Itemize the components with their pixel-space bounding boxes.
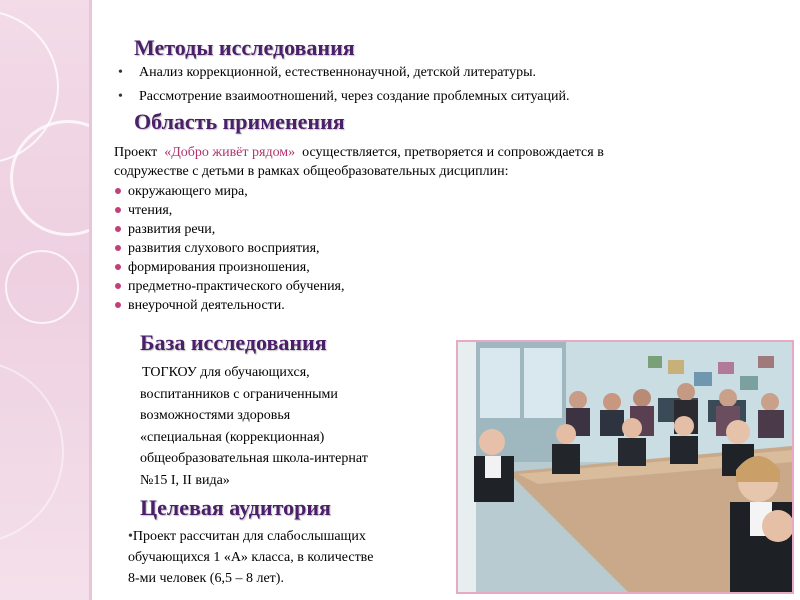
base-line: ТОГКОУ для обучающихся, bbox=[142, 365, 310, 380]
audience-line: обучающихся 1 «А» класса, в количестве bbox=[128, 550, 374, 565]
list-item bbox=[116, 63, 569, 83]
bullet-icon bbox=[115, 188, 121, 194]
scope-prefix: Проект bbox=[114, 145, 158, 160]
bullet-icon: • bbox=[118, 65, 123, 80]
list-item bbox=[114, 277, 345, 296]
base-line: общеобразовательная школа-интернат bbox=[140, 451, 368, 466]
list-item bbox=[114, 258, 345, 277]
base-line: воспитанников с ограниченными bbox=[140, 386, 338, 402]
decorative-ring bbox=[0, 360, 64, 544]
list-item bbox=[114, 201, 345, 220]
scope-heading: Область применения bbox=[134, 109, 345, 134]
bullet-icon: • bbox=[118, 89, 123, 104]
scope-suffix: осуществляется, претворяется и сопровождается в bbox=[302, 145, 604, 160]
base-paragraph bbox=[140, 362, 368, 491]
classroom-photo bbox=[456, 340, 794, 594]
project-name: «Добро живёт рядом» bbox=[164, 145, 296, 160]
list-item bbox=[114, 220, 345, 239]
subjects-list bbox=[114, 182, 345, 315]
bullet-icon: • bbox=[128, 529, 133, 544]
subject-text: формирования произношения, bbox=[128, 260, 310, 275]
base-line: возможностями здоровья bbox=[140, 408, 291, 423]
decorative-ring bbox=[5, 250, 79, 324]
decorative-left-band bbox=[0, 0, 92, 600]
bullet-icon bbox=[115, 245, 121, 251]
list-item bbox=[114, 182, 345, 201]
methods-heading: Методы исследования bbox=[134, 35, 355, 60]
scope-paragraph bbox=[114, 143, 764, 181]
bullet-icon bbox=[115, 226, 121, 232]
audience-heading: Целевая аудитория bbox=[140, 495, 331, 520]
base-line: №15 I, II вида» bbox=[140, 472, 230, 488]
scope-line-1 bbox=[114, 143, 764, 162]
subject-text: предметно-практического обучения, bbox=[128, 279, 345, 294]
methods-item-text: Анализ коррекционной, естественнонаучной, детской литературы. bbox=[139, 65, 536, 80]
methods-item-text: Рассмотрение взаимоотношений, через создание проблемных ситуаций. bbox=[139, 89, 570, 104]
methods-list bbox=[116, 63, 569, 107]
bullet-icon bbox=[115, 264, 121, 270]
bullet-icon bbox=[115, 207, 121, 213]
audience-line-text: Проект рассчитан для слабослышащих bbox=[132, 529, 366, 544]
bullet-icon bbox=[115, 283, 121, 289]
audience-line: 8-ми человек (6,5 – 8 лет). bbox=[128, 571, 284, 586]
list-item bbox=[114, 296, 345, 315]
audience-paragraph bbox=[128, 526, 373, 589]
subject-text: внеурочной деятельности. bbox=[128, 298, 285, 313]
list-item bbox=[114, 239, 345, 258]
subject-text: развития речи, bbox=[128, 222, 216, 237]
subject-text: чтения, bbox=[128, 203, 173, 218]
bullet-icon bbox=[115, 302, 121, 308]
base-line: «специальная (коррекционная) bbox=[140, 429, 325, 445]
subject-text: развития слухового восприятия, bbox=[128, 241, 320, 256]
list-item bbox=[116, 87, 569, 107]
band-edge bbox=[89, 0, 92, 600]
classroom-photo-illustration bbox=[458, 342, 792, 592]
base-heading: База исследования bbox=[140, 330, 327, 355]
subject-text: окружающего мира, bbox=[128, 184, 248, 199]
audience-line bbox=[128, 526, 373, 547]
scope-line-2: содружестве с детьми в рамках общеобразовательных дисциплин: bbox=[114, 164, 509, 179]
